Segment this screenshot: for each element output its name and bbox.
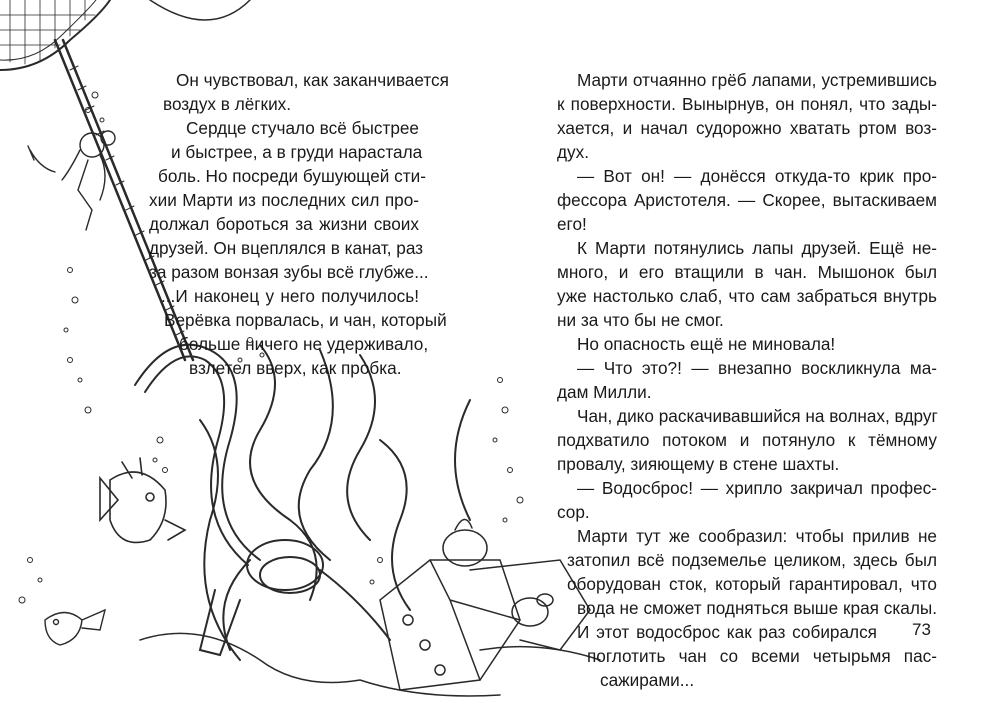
paragraph-line: сор. <box>557 502 590 522</box>
paragraph-line: хии Марти из последних сил про- <box>149 190 419 210</box>
paragraph-line: к поверхности. Вынырнув, он понял, что зады- <box>557 94 937 114</box>
paragraph-line: ...И наконец у него получилось! <box>161 286 419 306</box>
page-number: 73 <box>912 620 931 639</box>
paragraph-line: дам Милли. <box>557 382 652 402</box>
paragraph-line: Сердце стучало всё быстрее <box>186 118 419 138</box>
paragraph-line: хается, и начал судорожно хватать ртом воз- <box>557 118 937 138</box>
paragraph-line: — Вот он! — донёсся откуда-то крик про- <box>577 166 937 186</box>
paragraph-line: сажирами... <box>600 670 695 690</box>
paragraph-line: подхватило потоком и потянуло к тёмному <box>557 430 937 450</box>
paragraph-line: много, и его втащили в чан. Мышонок был <box>557 262 937 282</box>
paragraph-line: И этот водосброс как раз собирался <box>577 622 877 642</box>
paragraph-line: взлетел вверх, как пробка. <box>189 358 402 378</box>
paragraph-line: фессора Аристотеля. — Скорее, вытаскиваем <box>557 190 937 210</box>
seaweed <box>135 345 470 660</box>
paragraph-line: Но опасность ещё не миновала! <box>577 334 836 354</box>
paragraph-line: за разом вонзая зубы всё глубже... <box>149 262 429 282</box>
paragraph-line: друзей. Он вцеплялся в канат, раз <box>149 238 424 258</box>
mouse-marti <box>28 131 115 230</box>
paragraph-line: затопил всё подземелье целиком, здесь был <box>567 550 937 570</box>
paragraph-line: Марти тут же сообразил: чтобы прилив не <box>577 526 937 546</box>
paragraph-line: — Что это?! — внезапно воскликнула ма- <box>577 358 937 378</box>
seabed-rocks <box>140 519 600 696</box>
paragraph-line: воздух в лёгких. <box>163 94 292 114</box>
paragraph-line: — Водосброс! — хрипло закричал профес- <box>577 478 937 498</box>
paragraph-line: уже настолько слаб, что сам забраться внутрь <box>557 286 937 306</box>
vat-bottom <box>0 0 250 70</box>
paragraph-line: К Марти потянулись лапы друзей. Ещё не- <box>577 238 937 258</box>
paragraph-line: боль. Но посреди бушующей сти- <box>158 166 426 186</box>
paragraph-line: поглотить чан со всеми четырьмя пас- <box>587 646 937 666</box>
paragraph-line: Марти отчаянно грёб лапами, устремившись <box>577 70 937 90</box>
paragraph-line: ни за что бы не смог. <box>557 310 724 330</box>
fish-large <box>100 458 185 543</box>
paragraph-line: его! <box>557 214 587 234</box>
paragraph-line: и быстрее, а в груди нарастала <box>171 142 423 162</box>
paragraph-line: должал бороться за жизни своих <box>149 214 419 234</box>
paragraph-line: Чан, дико раскачивавшийся на волнах, вдруг <box>577 406 938 426</box>
paragraph-line: оборудован сток, который гарантировал, что <box>567 574 937 594</box>
paragraph-line: больше ничего не удерживало, <box>179 334 429 354</box>
paragraph-line: Верёвка порвалась, и чан, который <box>164 310 447 330</box>
paragraph-line: вода не сможет подняться выше края скалы. <box>577 598 937 618</box>
rope-knot <box>200 540 390 655</box>
paragraph-line: Он чувствовал, как заканчивается <box>176 70 449 90</box>
fish-small <box>45 610 105 645</box>
paragraph-line: дух. <box>557 142 589 162</box>
paragraph-line: провалу, зияющему в стене шахты. <box>557 454 840 474</box>
